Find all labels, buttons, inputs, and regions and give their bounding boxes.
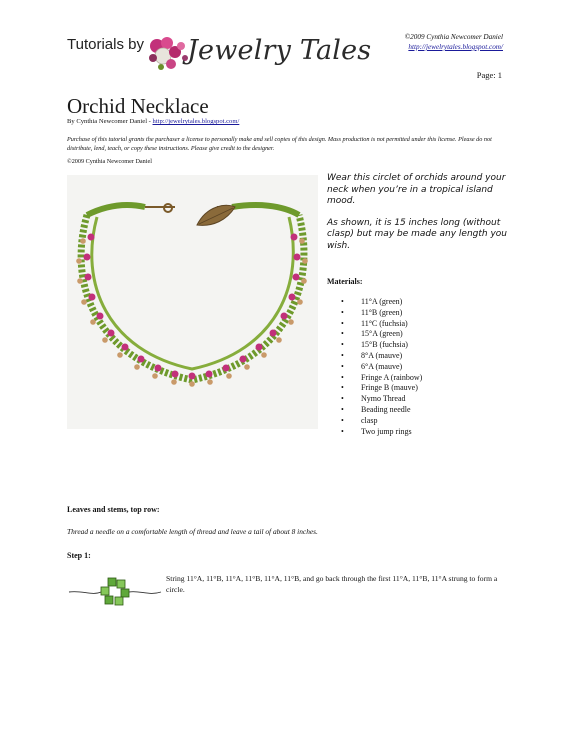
step-1-diagram <box>67 570 163 610</box>
materials-item: • 6°A (mauve) <box>341 362 422 373</box>
materials-item: • 15°A (green) <box>341 329 422 340</box>
intro-paragraph-1: Wear this circlet of orchids around your neck when you’re in a tropical island mood. <box>327 173 506 206</box>
materials-list <box>341 297 422 437</box>
header-url-link[interactable]: http://jewelrytales.blogspot.com/ <box>408 43 503 51</box>
materials-item: • Beading needle <box>341 405 422 416</box>
header-copyright: ©2009 Cynthia Newcomer Daniel <box>404 33 503 41</box>
step-1-text: String 11°A, 11°B, 11°A, 11°B, 11°A, 11°B, and go back through the first 11°A, 11°B, 11°A strung to form a circle. <box>166 574 498 594</box>
logo-text-jewelry-tales: Jewelry Tales <box>187 35 372 66</box>
byline-author: By Cynthia Newcomer Daniel - <box>67 118 153 125</box>
materials-item: • Fringe B (mauve) <box>341 383 422 394</box>
materials-item: • 11°A (green) <box>341 297 422 308</box>
byline-link[interactable]: http://jewelrytales.blogspot.com/ <box>152 118 240 125</box>
copyright-note: ©2009 Cynthia Newcomer Daniel <box>67 158 152 165</box>
section-heading: Leaves and stems, top row: <box>67 505 160 514</box>
necklace-photo <box>67 175 318 429</box>
materials-item: • 15°B (fuchsia) <box>341 340 422 351</box>
materials-item: • 8°A (mauve) <box>341 351 422 362</box>
logo-text-tutorials-by: Tutorials by <box>67 36 144 53</box>
license-text: Purchase of this tutorial grants the purchaser a license to personally make and sell copies of this design. Mass production is not permitted under this license. Please do not distribute, lend, teach, or copy these instructions. Please give credit to the designer. <box>67 136 492 152</box>
section-instruction: Thread a needle on a comfortable length of thread and leave a tail of about 8 inches. <box>67 527 318 536</box>
materials-item: • Fringe A (rainbow) <box>341 373 422 384</box>
step-heading: Step 1: <box>67 551 91 560</box>
materials-item: • 11°B (green) <box>341 308 422 319</box>
header-copyright-block <box>405 32 503 52</box>
materials-item: • clasp <box>341 416 422 427</box>
intro-text <box>327 173 507 262</box>
materials-heading: Materials: <box>327 277 363 286</box>
intro-paragraph-2: As shown, it is 15 inches long (without clasp) but may be made any length you wish. <box>327 217 508 251</box>
byline <box>67 118 239 125</box>
page-number: Page: 1 <box>476 70 502 80</box>
materials-item: • Nymo Thread <box>341 394 422 405</box>
materials-item: • Two jump rings <box>341 427 422 438</box>
materials-item: • 11°C (fuchsia) <box>341 319 422 330</box>
page-title: Orchid Necklace <box>67 94 209 118</box>
